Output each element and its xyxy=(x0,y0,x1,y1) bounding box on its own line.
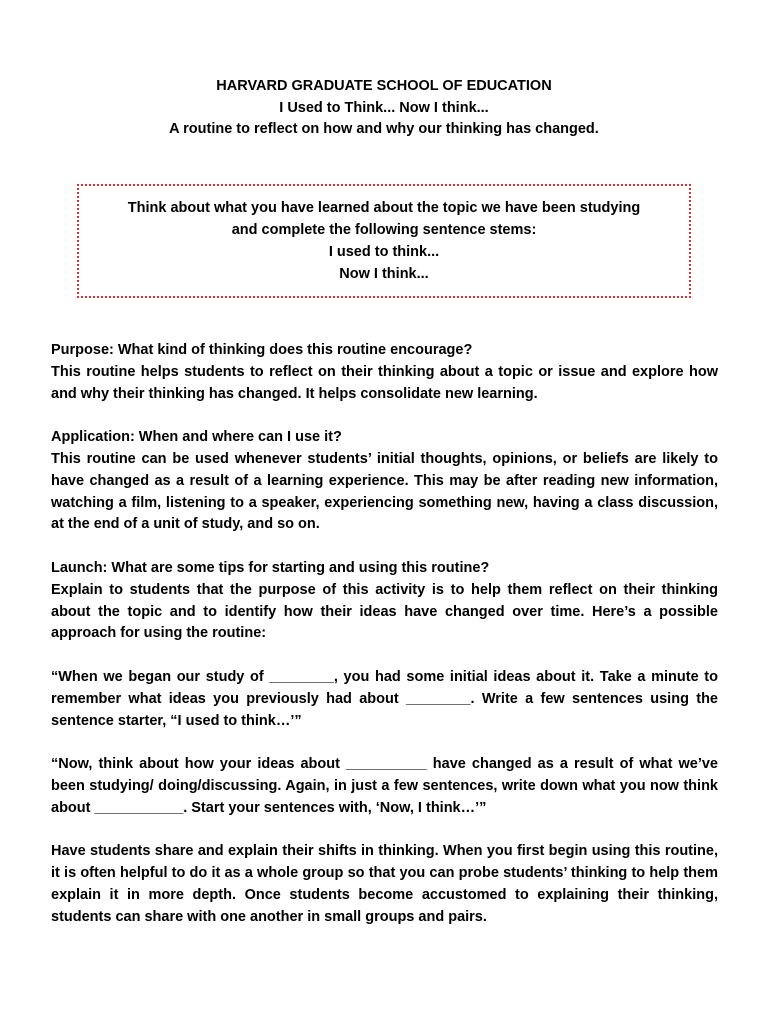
prompt-stem-2: Now I think... xyxy=(339,266,429,282)
routine-subtitle: A routine to reflect on how and why our thinking has changed. xyxy=(169,121,599,137)
prompt-line-2: and complete the following sentence stems: xyxy=(231,222,537,238)
launch-section xyxy=(51,558,718,645)
quote-paragraph-1: “When we began our study of ________, you had some initial ideas about it. Take a minute to remember what ideas you previously had about ________. Write a few sentences using the sentence starter, “I used to think…’” xyxy=(51,668,718,729)
routine-title: I Used to Think... Now I think... xyxy=(279,99,489,116)
application-heading: Application: When and where can I use it? xyxy=(51,429,342,446)
application-text: This routine can be used whenever students’ initial thoughts, opinions, or beliefs are likely to have changed as a result of a learning experience. This may be after reading new information, watching a film, listening to a speaker, experiencing something new, having a class discussion, at the end of a unit of study, and so on. xyxy=(51,450,718,533)
purpose-text: This routine helps students to reflect on their thinking about a topic or issue and explore how and why their thinking has changed. It helps consolidate new learning. xyxy=(51,363,718,402)
document-header xyxy=(0,76,768,141)
application-section xyxy=(51,427,718,536)
prompt-stem-1: I used to think... xyxy=(328,244,440,260)
document-body xyxy=(51,340,718,929)
launch-text: Explain to students that the purpose of this activity is to help them reflect on their thinking about the topic and to identify how their ideas have changed over time. Here’s a possible approach for using the routine: xyxy=(51,581,718,642)
purpose-heading: Purpose: What kind of thinking does this routine encourage? xyxy=(51,342,473,358)
closing-paragraph: Have students share and explain their shifts in thinking. When you first begin using this routine, it is often helpful to do it as a whole group so that you can probe students’ thinking to help them explain it in more depth. Once students become accustomed to explaining their thinking, students can share with one another in small groups and pairs. xyxy=(51,843,718,925)
prompt-line-1: Think about what you have learned about the topic we have been studying xyxy=(127,200,641,216)
prompt-box xyxy=(77,184,691,298)
purpose-section xyxy=(51,340,718,405)
launch-heading: Launch: What are some tips for starting and using this routine? xyxy=(51,559,490,576)
institution-title: HARVARD GRADUATE SCHOOL OF EDUCATION xyxy=(216,78,552,94)
quote-paragraph-2: “Now, think about how your ideas about __________ have changed as a result of what we’ve been studying/ doing/discussing. Again, in just a few sentences, write down what you now think about ___________. Start your sentences with, ‘Now, I think…’” xyxy=(51,756,718,816)
